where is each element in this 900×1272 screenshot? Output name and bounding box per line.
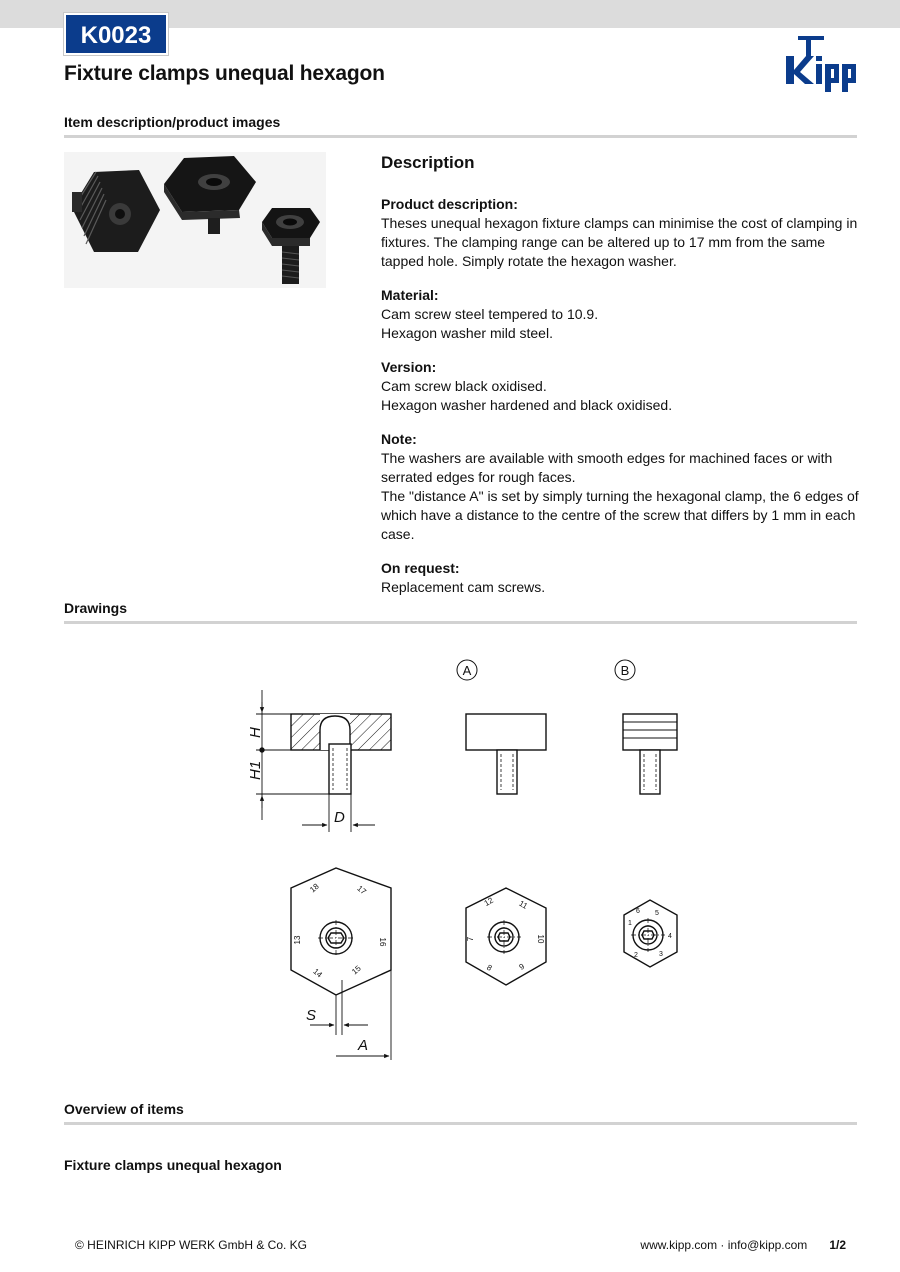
edge-number: 16 <box>378 937 387 947</box>
footer-contact <box>640 1238 846 1252</box>
edge-number: 6 <box>636 908 640 915</box>
section-overview: Overview of items <box>64 1101 184 1117</box>
section-divider <box>64 135 857 138</box>
edge-number: 2 <box>634 952 638 959</box>
material-block <box>381 286 861 343</box>
edge-number: 4 <box>668 933 672 940</box>
overview-subtitle: Fixture clamps unequal hexagon <box>64 1157 282 1173</box>
block-text: Cam screw steel tempered to 10.9. <box>381 306 599 322</box>
footer-contact-text[interactable]: www.kipp.com · info@kipp.com <box>640 1238 808 1252</box>
edge-number: 5 <box>655 910 659 917</box>
dim-label-h1: H1 <box>247 760 264 780</box>
dim-label-s: S <box>306 1007 317 1024</box>
block-text: Replacement cam screws. <box>381 579 546 595</box>
section-item-description: Item description/product images <box>64 114 281 130</box>
technical-drawing <box>220 650 700 1070</box>
edge-number: 9 <box>517 961 526 972</box>
dim-label-d: D <box>334 809 345 826</box>
page-number: 1/2 <box>829 1238 846 1252</box>
kipp-logo <box>784 36 858 92</box>
product-photo <box>64 152 326 288</box>
edge-number: 13 <box>293 935 302 945</box>
on-request-block <box>381 559 861 597</box>
edge-number: 18 <box>308 881 321 895</box>
note-block <box>381 430 861 544</box>
edge-number: 12 <box>482 895 495 908</box>
block-text: Hexagon washer mild steel. <box>381 325 553 341</box>
edge-number: 1 <box>628 920 632 927</box>
block-text: The "distance A" is set by simply turning the hexagonal clamp, the 6 edges of which have a distance to the centre of the screw that differs by 1 mm in each case. <box>381 488 859 542</box>
edge-number: 14 <box>311 966 324 980</box>
page-title: Fixture clamps unequal hexagon <box>64 62 385 85</box>
version-block <box>381 358 861 415</box>
product-code-badge: K0023 <box>64 13 168 55</box>
block-label: On request: <box>381 560 460 576</box>
edge-number: 15 <box>350 963 363 977</box>
block-label: Version: <box>381 359 437 375</box>
footer-copyright: © HEINRICH KIPP WERK GmbH & Co. KG <box>75 1238 307 1252</box>
block-label: Note: <box>381 431 417 447</box>
section-divider <box>64 621 857 624</box>
block-text: Theses unequal hexagon fixture clamps can minimise the cost of clamping in fixtures. The clamping range can be altered up to 17 mm from the same tapped hole. Simply rotate the hexagon washer. <box>381 215 858 269</box>
block-label: Product description: <box>381 196 518 212</box>
product-description-block <box>381 195 861 271</box>
block-text: Cam screw black oxidised. <box>381 378 547 394</box>
dim-label-h: H <box>247 727 264 738</box>
block-label: Material: <box>381 287 439 303</box>
edge-number: 11 <box>517 898 530 911</box>
description-heading: Description <box>381 153 475 172</box>
view-label-b: B <box>620 663 630 678</box>
description-panel <box>381 152 861 612</box>
block-text: The washers are available with smooth edges for machined faces or with serrated edges for rough faces. <box>381 450 833 485</box>
edge-number: 17 <box>355 883 368 897</box>
edge-number: 8 <box>485 962 494 973</box>
block-text: Hexagon washer hardened and black oxidised. <box>381 397 673 413</box>
dim-label-a: A <box>358 1037 369 1054</box>
section-divider <box>64 1122 857 1125</box>
edge-number: 3 <box>659 951 663 958</box>
edge-number: 7 <box>466 936 475 942</box>
section-drawings: Drawings <box>64 600 128 616</box>
view-label-a: A <box>462 663 472 678</box>
edge-number: 10 <box>536 934 545 944</box>
